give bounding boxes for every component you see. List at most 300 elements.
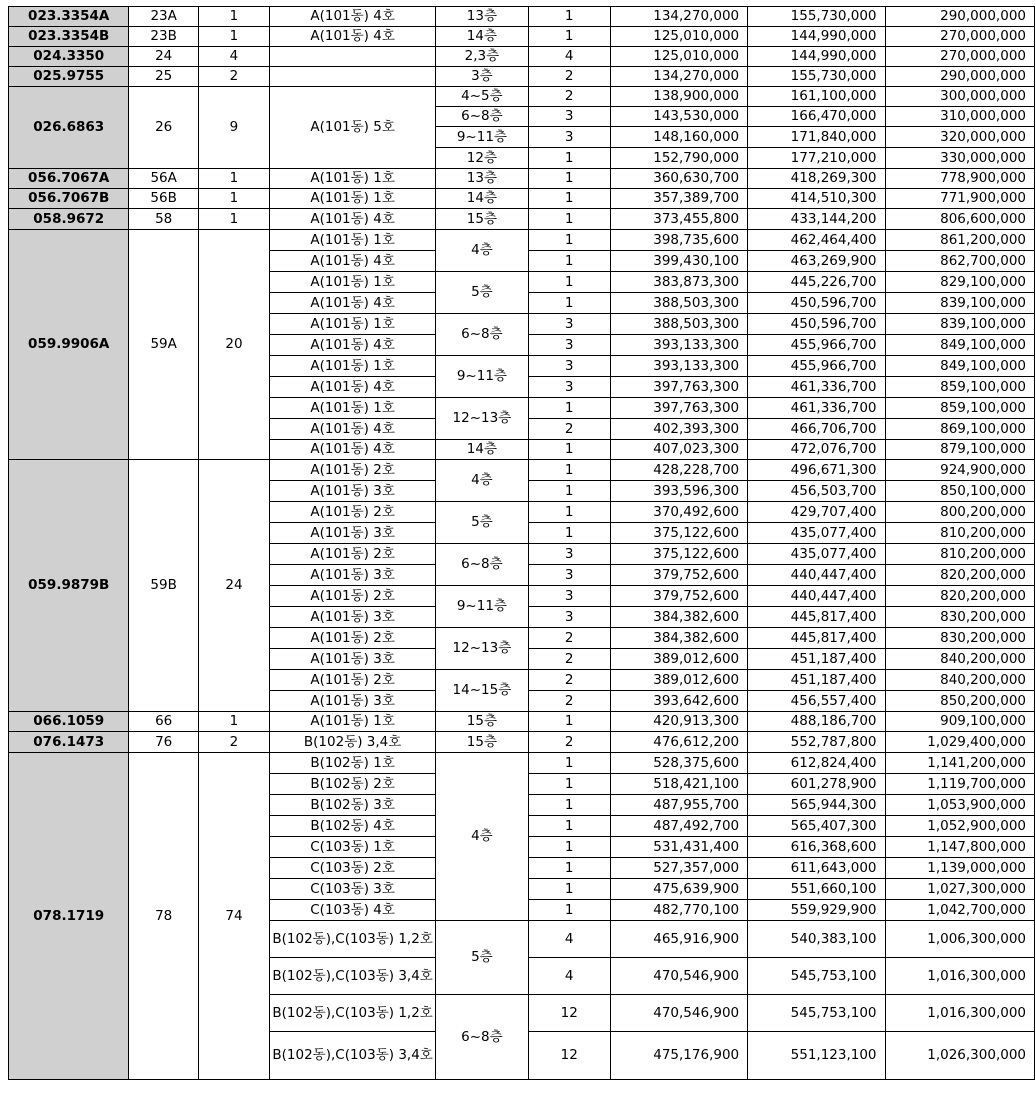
code-cell: 024.3350 xyxy=(9,47,129,67)
land-price-cell: 465,916,900 xyxy=(610,921,747,958)
total-price-cell: 1,119,700,000 xyxy=(885,774,1034,795)
land-price-cell: 360,630,700 xyxy=(610,169,747,189)
total-price-cell: 1,141,200,000 xyxy=(885,753,1034,774)
count-cell: 3 xyxy=(528,607,610,628)
count-cell: 3 xyxy=(528,356,610,377)
floor-cell: 6~8층 xyxy=(436,544,529,586)
unit-cell: C(103동) 3호 xyxy=(270,879,436,900)
total-units-cell: 20 xyxy=(198,230,269,460)
land-price-cell: 420,913,300 xyxy=(610,712,747,732)
floor-cell: 12~13층 xyxy=(436,628,529,670)
floor-cell: 5층 xyxy=(436,502,529,544)
floor-cell: 5층 xyxy=(436,921,529,995)
land-price-cell: 470,546,900 xyxy=(610,995,747,1032)
total-price-cell: 859,100,000 xyxy=(885,398,1034,419)
count-cell: 1 xyxy=(528,879,610,900)
table-row xyxy=(9,27,1035,47)
count-cell: 1 xyxy=(528,7,610,27)
land-price-cell: 384,382,600 xyxy=(610,607,747,628)
count-cell: 4 xyxy=(528,47,610,67)
total-units-cell: 2 xyxy=(198,67,269,87)
total-price-cell: 839,100,000 xyxy=(885,293,1034,314)
count-cell: 1 xyxy=(528,398,610,419)
code-cell: 025.9755 xyxy=(9,67,129,87)
land-price-cell: 379,752,600 xyxy=(610,586,747,607)
code-cell: 058.9672 xyxy=(9,209,129,230)
type-cell: 24 xyxy=(129,47,198,67)
floor-cell: 3층 xyxy=(436,67,529,87)
count-cell: 2 xyxy=(528,691,610,712)
building-price-cell: 601,278,900 xyxy=(748,774,885,795)
table-row xyxy=(9,460,1035,481)
count-cell: 1 xyxy=(528,523,610,544)
type-cell: 26 xyxy=(129,87,198,169)
unit-cell: A(101동) 1호 xyxy=(270,356,436,377)
total-price-cell: 839,100,000 xyxy=(885,314,1034,335)
unit-cell: A(101동) 4호 xyxy=(270,209,436,230)
unit-cell: A(101동) 4호 xyxy=(270,251,436,272)
unit-cell: B(102동),C(103동) 1,2호 xyxy=(270,921,436,958)
count-cell: 1 xyxy=(528,460,610,481)
floor-cell: 15층 xyxy=(436,712,529,732)
count-cell: 1 xyxy=(528,169,610,189)
total-units-cell: 1 xyxy=(198,27,269,47)
unit-cell: B(102동),C(103동) 3,4호 xyxy=(270,958,436,995)
land-price-cell: 397,763,300 xyxy=(610,377,747,398)
building-price-cell: 472,076,700 xyxy=(748,440,885,460)
total-units-cell: 2 xyxy=(198,732,269,753)
unit-cell: C(103동) 2호 xyxy=(270,858,436,879)
unit-cell: A(101동) 4호 xyxy=(270,440,436,460)
total-price-cell: 778,900,000 xyxy=(885,169,1034,189)
building-price-cell: 551,660,100 xyxy=(748,879,885,900)
floor-cell: 12~13층 xyxy=(436,398,529,440)
floor-cell: 6~8층 xyxy=(436,995,529,1080)
count-cell: 4 xyxy=(528,958,610,995)
total-price-cell: 840,200,000 xyxy=(885,670,1034,691)
building-price-cell: 466,706,700 xyxy=(748,419,885,440)
code-cell: 059.9906A xyxy=(9,230,129,460)
total-units-cell: 1 xyxy=(198,7,269,27)
building-price-cell: 450,596,700 xyxy=(748,314,885,335)
count-cell: 2 xyxy=(528,67,610,87)
land-price-cell: 389,012,600 xyxy=(610,670,747,691)
table-row xyxy=(9,230,1035,251)
land-price-cell: 125,010,000 xyxy=(610,47,747,67)
total-price-cell: 270,000,000 xyxy=(885,47,1034,67)
count-cell: 3 xyxy=(528,586,610,607)
count-cell: 1 xyxy=(528,816,610,837)
unit-cell: A(101동) 2호 xyxy=(270,544,436,565)
unit-cell: A(101동) 2호 xyxy=(270,460,436,481)
building-price-cell: 611,643,000 xyxy=(748,858,885,879)
table-row xyxy=(9,87,1035,107)
unit-cell: A(101동) 3호 xyxy=(270,481,436,502)
building-price-cell: 551,123,100 xyxy=(748,1032,885,1080)
land-price-cell: 393,133,300 xyxy=(610,335,747,356)
building-price-cell: 445,226,700 xyxy=(748,272,885,293)
floor-cell: 14층 xyxy=(436,440,529,460)
unit-cell: A(101동) 4호 xyxy=(270,335,436,356)
total-price-cell: 840,200,000 xyxy=(885,649,1034,670)
total-price-cell: 1,147,800,000 xyxy=(885,837,1034,858)
floor-cell: 13층 xyxy=(436,169,529,189)
land-price-cell: 134,270,000 xyxy=(610,67,747,87)
unit-cell: A(101동) 3호 xyxy=(270,523,436,544)
building-price-cell: 540,383,100 xyxy=(748,921,885,958)
total-units-cell: 1 xyxy=(198,189,269,209)
building-price-cell: 461,336,700 xyxy=(748,377,885,398)
floor-cell: 6~8층 xyxy=(436,314,529,356)
total-price-cell: 800,200,000 xyxy=(885,502,1034,523)
unit-cell: A(101동) 3호 xyxy=(270,565,436,586)
building-price-cell: 440,447,400 xyxy=(748,565,885,586)
type-cell: 59B xyxy=(129,460,198,712)
count-cell: 3 xyxy=(528,335,610,356)
total-price-cell: 1,052,900,000 xyxy=(885,816,1034,837)
table-row xyxy=(9,67,1035,87)
building-price-cell: 435,077,400 xyxy=(748,523,885,544)
total-units-cell: 24 xyxy=(198,460,269,712)
total-price-cell: 1,006,300,000 xyxy=(885,921,1034,958)
count-cell: 4 xyxy=(528,921,610,958)
count-cell: 3 xyxy=(528,544,610,565)
count-cell: 1 xyxy=(528,440,610,460)
total-price-cell: 1,139,000,000 xyxy=(885,858,1034,879)
floor-cell: 4층 xyxy=(436,460,529,502)
land-price-cell: 134,270,000 xyxy=(610,7,747,27)
land-price-cell: 375,122,600 xyxy=(610,544,747,565)
unit-cell: A(101동) 4호 xyxy=(270,27,436,47)
building-price-cell: 559,929,900 xyxy=(748,900,885,921)
table-row xyxy=(9,209,1035,230)
building-price-cell: 461,336,700 xyxy=(748,398,885,419)
building-price-cell: 496,671,300 xyxy=(748,460,885,481)
land-price-cell: 375,122,600 xyxy=(610,523,747,544)
count-cell: 12 xyxy=(528,995,610,1032)
building-price-cell: 161,100,000 xyxy=(748,87,885,107)
total-units-cell: 1 xyxy=(198,169,269,189)
land-price-cell: 393,133,300 xyxy=(610,356,747,377)
total-price-cell: 1,027,300,000 xyxy=(885,879,1034,900)
land-price-cell: 373,455,800 xyxy=(610,209,747,230)
land-price-cell: 475,639,900 xyxy=(610,879,747,900)
land-price-cell: 125,010,000 xyxy=(610,27,747,47)
land-price-cell: 383,873,300 xyxy=(610,272,747,293)
count-cell: 1 xyxy=(528,230,610,251)
building-price-cell: 433,144,200 xyxy=(748,209,885,230)
total-price-cell: 320,000,000 xyxy=(885,127,1034,148)
floor-cell: 5층 xyxy=(436,272,529,314)
type-cell: 23B xyxy=(129,27,198,47)
land-price-cell: 476,612,200 xyxy=(610,732,747,753)
total-price-cell: 829,100,000 xyxy=(885,272,1034,293)
total-price-cell: 861,200,000 xyxy=(885,230,1034,251)
total-units-cell: 9 xyxy=(198,87,269,169)
total-price-cell: 820,200,000 xyxy=(885,565,1034,586)
unit-cell: A(101동) 2호 xyxy=(270,628,436,649)
land-price-cell: 393,642,600 xyxy=(610,691,747,712)
total-price-cell: 909,100,000 xyxy=(885,712,1034,732)
unit-cell: A(101동) 1호 xyxy=(270,230,436,251)
count-cell: 1 xyxy=(528,189,610,209)
building-price-cell: 155,730,000 xyxy=(748,7,885,27)
total-price-cell: 869,100,000 xyxy=(885,419,1034,440)
building-price-cell: 445,817,400 xyxy=(748,628,885,649)
floor-cell: 14층 xyxy=(436,189,529,209)
unit-cell: A(101동) 1호 xyxy=(270,169,436,189)
total-price-cell: 810,200,000 xyxy=(885,523,1034,544)
count-cell: 1 xyxy=(528,774,610,795)
type-cell: 25 xyxy=(129,67,198,87)
code-cell: 023.3354A xyxy=(9,7,129,27)
type-cell: 58 xyxy=(129,209,198,230)
count-cell: 1 xyxy=(528,900,610,921)
table-row xyxy=(9,732,1035,753)
unit-cell: A(101동) 4호 xyxy=(270,293,436,314)
land-price-cell: 397,763,300 xyxy=(610,398,747,419)
floor-cell: 9~11층 xyxy=(436,356,529,398)
land-price-cell: 357,389,700 xyxy=(610,189,747,209)
land-price-cell: 393,596,300 xyxy=(610,481,747,502)
unit-cell: A(101동) 2호 xyxy=(270,586,436,607)
land-price-cell: 370,492,600 xyxy=(610,502,747,523)
count-cell: 2 xyxy=(528,419,610,440)
unit-cell: B(102동) 2호 xyxy=(270,774,436,795)
count-cell: 3 xyxy=(528,565,610,586)
count-cell: 2 xyxy=(528,649,610,670)
code-cell: 076.1473 xyxy=(9,732,129,753)
land-price-cell: 428,228,700 xyxy=(610,460,747,481)
unit-cell: B(102동),C(103동) 3,4호 xyxy=(270,1032,436,1080)
unit-cell: A(101동) 3호 xyxy=(270,607,436,628)
total-price-cell: 300,000,000 xyxy=(885,87,1034,107)
type-cell: 78 xyxy=(129,753,198,1080)
building-price-cell: 565,944,300 xyxy=(748,795,885,816)
unit-cell: B(102동) 1호 xyxy=(270,753,436,774)
total-price-cell: 290,000,000 xyxy=(885,67,1034,87)
total-price-cell: 330,000,000 xyxy=(885,148,1034,169)
total-units-cell: 1 xyxy=(198,209,269,230)
count-cell: 3 xyxy=(528,107,610,127)
land-price-cell: 388,503,300 xyxy=(610,314,747,335)
table-row xyxy=(9,712,1035,732)
building-price-cell: 440,447,400 xyxy=(748,586,885,607)
code-cell: 059.9879B xyxy=(9,460,129,712)
table-row xyxy=(9,189,1035,209)
count-cell: 2 xyxy=(528,628,610,649)
land-price-cell: 487,955,700 xyxy=(610,795,747,816)
building-price-cell: 488,186,700 xyxy=(748,712,885,732)
floor-cell: 4~5층 xyxy=(436,87,529,107)
floor-cell: 4층 xyxy=(436,230,529,272)
floor-cell: 6~8층 xyxy=(436,107,529,127)
building-price-cell: 429,707,400 xyxy=(748,502,885,523)
building-price-cell: 450,596,700 xyxy=(748,293,885,314)
total-price-cell: 806,600,000 xyxy=(885,209,1034,230)
building-price-cell: 612,824,400 xyxy=(748,753,885,774)
count-cell: 12 xyxy=(528,1032,610,1080)
land-price-cell: 407,023,300 xyxy=(610,440,747,460)
total-price-cell: 1,053,900,000 xyxy=(885,795,1034,816)
total-price-cell: 859,100,000 xyxy=(885,377,1034,398)
total-price-cell: 820,200,000 xyxy=(885,586,1034,607)
unit-cell: C(103동) 1호 xyxy=(270,837,436,858)
building-price-cell: 177,210,000 xyxy=(748,148,885,169)
count-cell: 3 xyxy=(528,377,610,398)
land-price-cell: 388,503,300 xyxy=(610,293,747,314)
unit-cell xyxy=(270,47,436,67)
table-row xyxy=(9,169,1035,189)
building-price-cell: 414,510,300 xyxy=(748,189,885,209)
floor-cell: 14~15층 xyxy=(436,670,529,712)
total-price-cell: 771,900,000 xyxy=(885,189,1034,209)
table-row xyxy=(9,47,1035,67)
land-price-cell: 148,160,000 xyxy=(610,127,747,148)
floor-cell: 14층 xyxy=(436,27,529,47)
total-price-cell: 1,016,300,000 xyxy=(885,958,1034,995)
total-price-cell: 862,700,000 xyxy=(885,251,1034,272)
count-cell: 1 xyxy=(528,251,610,272)
total-price-cell: 270,000,000 xyxy=(885,27,1034,47)
table-row xyxy=(9,753,1035,774)
floor-cell: 9~11층 xyxy=(436,127,529,148)
code-cell: 078.1719 xyxy=(9,753,129,1080)
building-price-cell: 565,407,300 xyxy=(748,816,885,837)
total-price-cell: 1,016,300,000 xyxy=(885,995,1034,1032)
land-price-cell: 518,421,100 xyxy=(610,774,747,795)
count-cell: 1 xyxy=(528,795,610,816)
building-price-cell: 456,557,400 xyxy=(748,691,885,712)
land-price-cell: 399,430,100 xyxy=(610,251,747,272)
building-price-cell: 616,368,600 xyxy=(748,837,885,858)
unit-cell: B(102동) 3,4호 xyxy=(270,732,436,753)
land-price-cell: 138,900,000 xyxy=(610,87,747,107)
floor-cell: 15층 xyxy=(436,732,529,753)
unit-cell: A(101동) 3호 xyxy=(270,649,436,670)
building-price-cell: 545,753,100 xyxy=(748,995,885,1032)
building-price-cell: 545,753,100 xyxy=(748,958,885,995)
land-price-cell: 470,546,900 xyxy=(610,958,747,995)
building-price-cell: 171,840,000 xyxy=(748,127,885,148)
type-cell: 76 xyxy=(129,732,198,753)
unit-cell: A(101동) 1호 xyxy=(270,712,436,732)
building-price-cell: 155,730,000 xyxy=(748,67,885,87)
land-price-cell: 389,012,600 xyxy=(610,649,747,670)
unit-cell: A(101동) 4호 xyxy=(270,7,436,27)
code-cell: 056.7067A xyxy=(9,169,129,189)
table-body xyxy=(9,7,1035,1080)
unit-cell: A(101동) 5호 xyxy=(270,87,436,169)
total-units-cell: 4 xyxy=(198,47,269,67)
unit-cell: A(101동) 1호 xyxy=(270,314,436,335)
land-price-cell: 152,790,000 xyxy=(610,148,747,169)
building-price-cell: 456,503,700 xyxy=(748,481,885,502)
unit-cell: B(102동),C(103동) 1,2호 xyxy=(270,995,436,1032)
type-cell: 56A xyxy=(129,169,198,189)
building-price-cell: 463,269,900 xyxy=(748,251,885,272)
floor-cell: 12층 xyxy=(436,148,529,169)
building-price-cell: 418,269,300 xyxy=(748,169,885,189)
land-price-cell: 531,431,400 xyxy=(610,837,747,858)
unit-cell: B(102동) 3호 xyxy=(270,795,436,816)
land-price-cell: 398,735,600 xyxy=(610,230,747,251)
total-price-cell: 310,000,000 xyxy=(885,107,1034,127)
total-price-cell: 1,029,400,000 xyxy=(885,732,1034,753)
count-cell: 1 xyxy=(528,272,610,293)
unit-cell: B(102동) 4호 xyxy=(270,816,436,837)
count-cell: 1 xyxy=(528,712,610,732)
floor-cell: 4층 xyxy=(436,753,529,921)
unit-cell xyxy=(270,67,436,87)
building-price-cell: 451,187,400 xyxy=(748,649,885,670)
land-price-cell: 475,176,900 xyxy=(610,1032,747,1080)
code-cell: 023.3354B xyxy=(9,27,129,47)
land-price-cell: 528,375,600 xyxy=(610,753,747,774)
table-row xyxy=(9,7,1035,27)
type-cell: 23A xyxy=(129,7,198,27)
floor-cell: 9~11층 xyxy=(436,586,529,628)
unit-cell: A(101동) 2호 xyxy=(270,502,436,523)
building-price-cell: 455,966,700 xyxy=(748,335,885,356)
count-cell: 1 xyxy=(528,502,610,523)
unit-cell: A(101동) 4호 xyxy=(270,419,436,440)
count-cell: 1 xyxy=(528,481,610,502)
code-cell: 066.1059 xyxy=(9,712,129,732)
unit-cell: A(101동) 4호 xyxy=(270,377,436,398)
building-price-cell: 144,990,000 xyxy=(748,27,885,47)
building-price-cell: 166,470,000 xyxy=(748,107,885,127)
building-price-cell: 451,187,400 xyxy=(748,670,885,691)
land-price-cell: 402,393,300 xyxy=(610,419,747,440)
count-cell: 1 xyxy=(528,293,610,314)
land-price-cell: 487,492,700 xyxy=(610,816,747,837)
count-cell: 1 xyxy=(528,209,610,230)
total-price-cell: 924,900,000 xyxy=(885,460,1034,481)
total-price-cell: 830,200,000 xyxy=(885,628,1034,649)
total-price-cell: 879,100,000 xyxy=(885,440,1034,460)
building-price-cell: 455,966,700 xyxy=(748,356,885,377)
land-price-cell: 482,770,100 xyxy=(610,900,747,921)
code-cell: 056.7067B xyxy=(9,189,129,209)
total-units-cell: 74 xyxy=(198,753,269,1080)
floor-cell: 15층 xyxy=(436,209,529,230)
land-price-cell: 384,382,600 xyxy=(610,628,747,649)
count-cell: 2 xyxy=(528,732,610,753)
total-price-cell: 290,000,000 xyxy=(885,7,1034,27)
building-price-cell: 445,817,400 xyxy=(748,607,885,628)
total-price-cell: 850,100,000 xyxy=(885,481,1034,502)
total-price-cell: 850,200,000 xyxy=(885,691,1034,712)
count-cell: 3 xyxy=(528,314,610,335)
count-cell: 2 xyxy=(528,670,610,691)
unit-cell: A(101동) 1호 xyxy=(270,189,436,209)
total-price-cell: 810,200,000 xyxy=(885,544,1034,565)
total-price-cell: 1,026,300,000 xyxy=(885,1032,1034,1080)
count-cell: 1 xyxy=(528,753,610,774)
unit-cell: C(103동) 4호 xyxy=(270,900,436,921)
count-cell: 1 xyxy=(528,148,610,169)
unit-cell: A(101동) 3호 xyxy=(270,691,436,712)
count-cell: 2 xyxy=(528,87,610,107)
count-cell: 3 xyxy=(528,127,610,148)
unit-cell: A(101동) 2호 xyxy=(270,670,436,691)
building-price-cell: 462,464,400 xyxy=(748,230,885,251)
land-price-cell: 379,752,600 xyxy=(610,565,747,586)
type-cell: 59A xyxy=(129,230,198,460)
supply-price-table xyxy=(8,6,1035,1080)
unit-cell: A(101동) 1호 xyxy=(270,398,436,419)
